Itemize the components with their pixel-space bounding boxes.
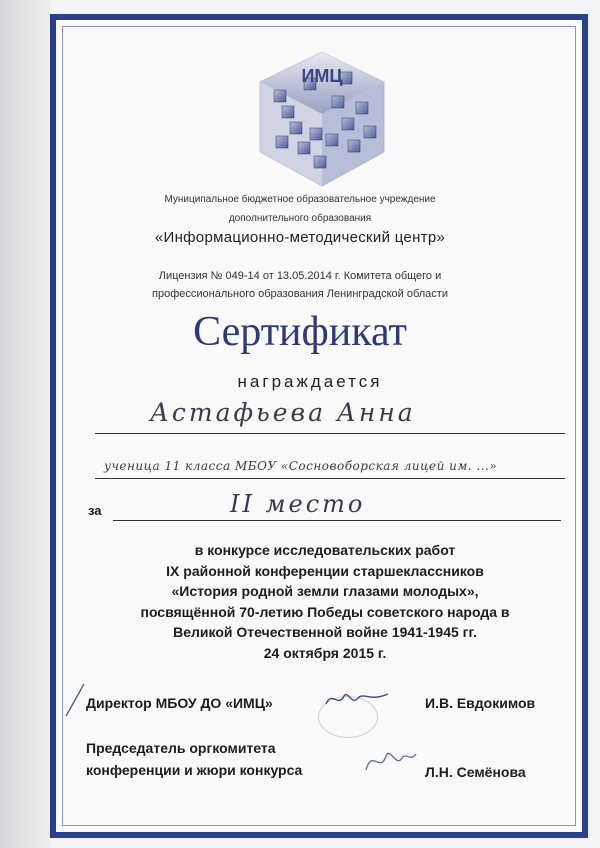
body-text (90, 540, 560, 663)
institution-type-2: дополнительного образования (228, 213, 372, 224)
details-underline (95, 478, 565, 479)
chair-title-line-2: конференции и жюри конкурса (86, 762, 303, 778)
body-line-5: Великой Отечественной войне 1941-1945 гг. (173, 624, 477, 640)
pen-mark (60, 680, 90, 720)
awarded-label: награждается (237, 372, 383, 391)
chair-name: Л.Н. Семёнова (425, 764, 526, 780)
body-line-4: посвящённой 70-летию Победы советского народа в (140, 603, 510, 620)
place-underline (113, 520, 561, 521)
logo-letters: ИМЦ (301, 66, 343, 86)
chair-title-line-1: Председатель оргкомитета (86, 740, 276, 756)
institution-name: «Информационно-методический центр» (154, 229, 446, 246)
body-line-3: «История родной земли глазами молодых», (171, 583, 479, 599)
body-line-6: 24 октября 2015 г. (263, 644, 387, 661)
institution-type: Муниципальное бюджетное образовательное учреждение (164, 194, 436, 205)
place-text: II место (230, 490, 366, 518)
recipient-underline (95, 433, 565, 434)
chair-signature (360, 740, 420, 780)
certificate-title: Сертификат (193, 309, 407, 355)
director-signature (322, 686, 392, 712)
license-line-1: Лицензия № 049-14 от 13.05.2014 г. Комитета общего и (158, 270, 442, 282)
recipient-details: ученица 11 класса МБОУ «Сосновоборская лицей им. ...» (104, 459, 498, 473)
scan-edge-shadow (0, 0, 50, 848)
recipient-name: Астафьева Анна (150, 398, 416, 427)
body-line-1: в конкурсе исследовательских работ (194, 542, 456, 558)
director-name: И.В. Евдокимов (425, 695, 536, 711)
director-title: Директор МБОУ ДО «ИМЦ» (86, 695, 273, 711)
license-line-2: профессионального образования Ленинградской области (152, 288, 448, 300)
for-label: за (88, 503, 102, 518)
imc-logo (252, 44, 392, 194)
body-line-2: IX районной конференции старшеклассников (166, 562, 484, 579)
